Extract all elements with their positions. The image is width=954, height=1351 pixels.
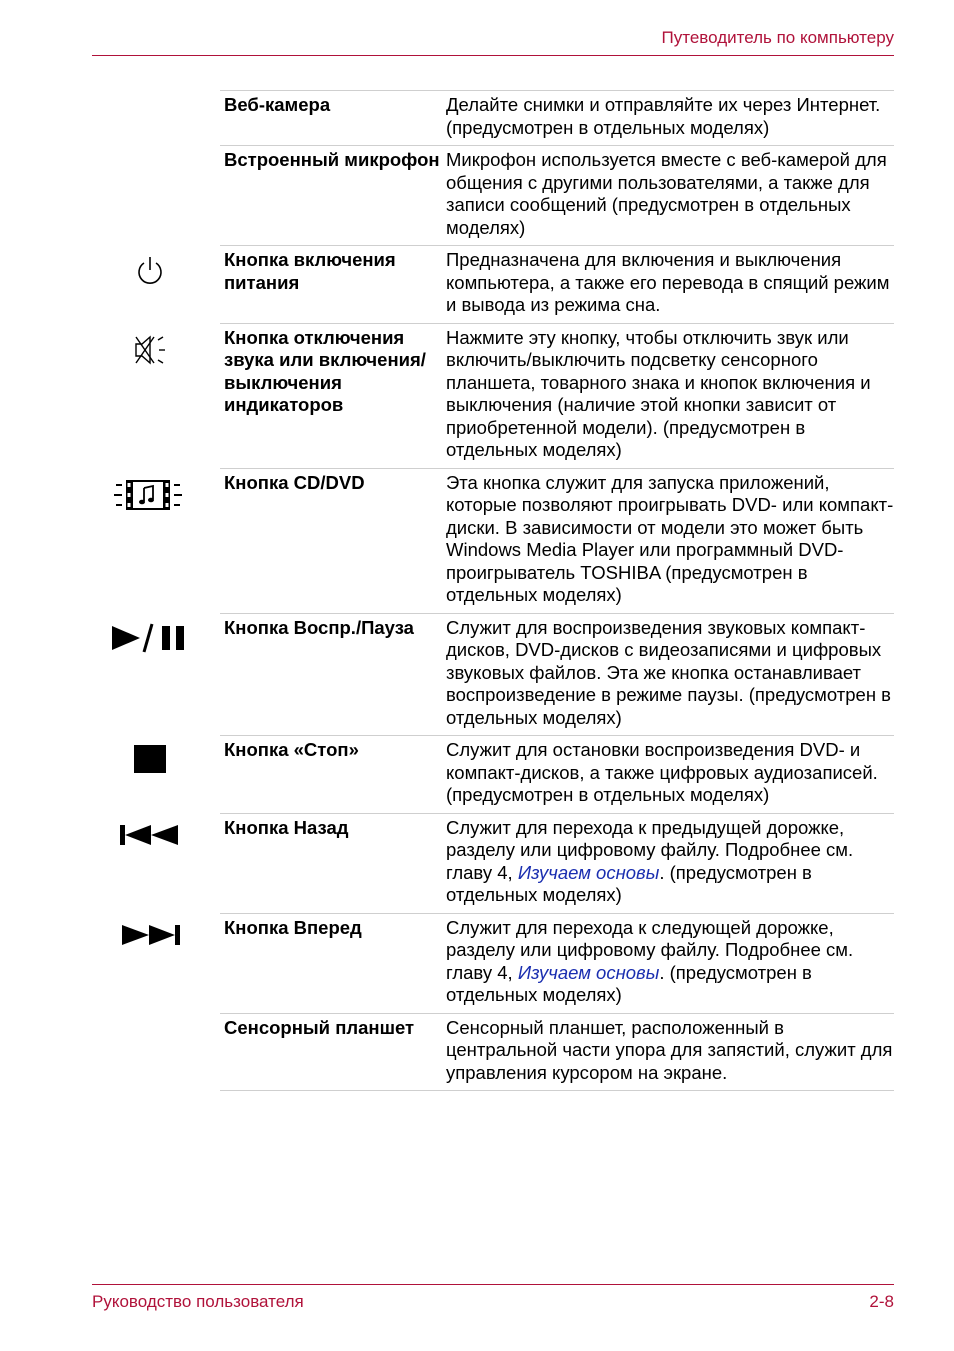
table-row [220,1014,894,1092]
row-term: Кнопка Воспр./Пауза [224,616,414,638]
description-text: . (предусмотрен в отдельных моделях) [446,961,812,1005]
play-pause-icon [110,622,190,672]
table-row [220,736,894,814]
previous-icon [110,822,190,872]
row-description: Служит для воспроизведения звуковых компакт-дисков, DVD-дисков с видеозаписями и цифровых звуковых файлов. Эта же кнопка останавливает воспроизведение в режиме паузы. (предусмотрен в отдельных моделях) [446,616,892,728]
row-term: Кнопка отключения звука или включения/ выключения индикаторов [224,326,426,415]
row-term: Кнопка «Стоп» [224,739,359,760]
table-row [220,814,894,914]
row-description [446,917,894,1007]
row-term: Кнопка CD/DVD [224,471,365,493]
table-row [220,469,894,614]
row-term: Кнопка Вперед [224,916,362,938]
power-icon [110,254,190,304]
row-term: Веб-камера [224,94,331,115]
row-description: Предназначена для включения и выключения компьютера, а также его перевода в спящий режим и вывода из режима сна. [446,249,890,315]
row-description: Микрофон используется вместе с веб-камерой для общения с другими пользователями, а также для записи сообщений (предусмотрен в отдельных моделях) [446,149,887,238]
chapter-link[interactable]: Изучаем основы [517,861,660,883]
row-description: Эта кнопка служит для запуска приложений, которые позволяют проигрывать DVD- или компакт-диски. В зависимости от модели это может быть Windows Media Player или программный DVD-проигрыватель TOSHIBA (предусмотрен в отдельных моделях) [446,471,894,605]
cd-dvd-icon [110,477,190,527]
header-rule [92,55,894,56]
table-row [220,324,894,469]
stop-icon [110,744,190,794]
table-row [220,246,894,324]
row-description: Делайте снимки и отправляйте их через Интернет. (предусмотрен в отдельных моделях) [446,94,881,138]
row-description [446,817,894,907]
row-term: Сенсорный планшет [224,1016,415,1038]
row-description: Служит для остановки воспроизведения DVD- и компакт-дисков, а также цифровых аудиозаписей. (предусмотрен в отдельных моделях) [446,739,878,805]
description-text: Служит для перехода к предыдущей дорожке, разделу или цифровому файлу. Подробнее см. главу 4, [446,816,854,883]
table-row [220,614,894,737]
mute-icon [110,332,190,382]
feature-table [220,90,894,1091]
chapter-link[interactable]: Изучаем основы [517,961,660,983]
next-icon [110,922,190,972]
row-description: Нажмите эту кнопку, чтобы отключить звук или включить/выключить подсветку сенсорного планшета, товарного знака и кнопок включения и выключения (наличие этой кнопки зависит от приобретенной модели). (предусмотрен в отдельных моделях) [446,326,871,460]
description-text: Служит для перехода к следующей дорожке, разделу или цифровому файлу. Подробнее см. главу 4, [446,916,854,983]
footer-rule [92,1284,894,1285]
row-term: Кнопка Назад [224,816,349,838]
page-number: 2-8 [869,1292,894,1311]
description-text: . (предусмотрен в отдельных моделях) [446,861,812,905]
footer-title: Руководство пользователя [92,1292,304,1311]
row-term: Встроенный микрофон [224,149,440,170]
table-row [220,91,894,146]
table-row [220,914,894,1014]
page-header-title: Путеводитель по компьютеру [661,28,894,47]
row-description: Сенсорный планшет, расположенный в центральной части упора для запястий, служит для управления курсором на экране. [446,1016,893,1083]
table-row [220,146,894,246]
row-term: Кнопка включения питания [224,249,396,293]
